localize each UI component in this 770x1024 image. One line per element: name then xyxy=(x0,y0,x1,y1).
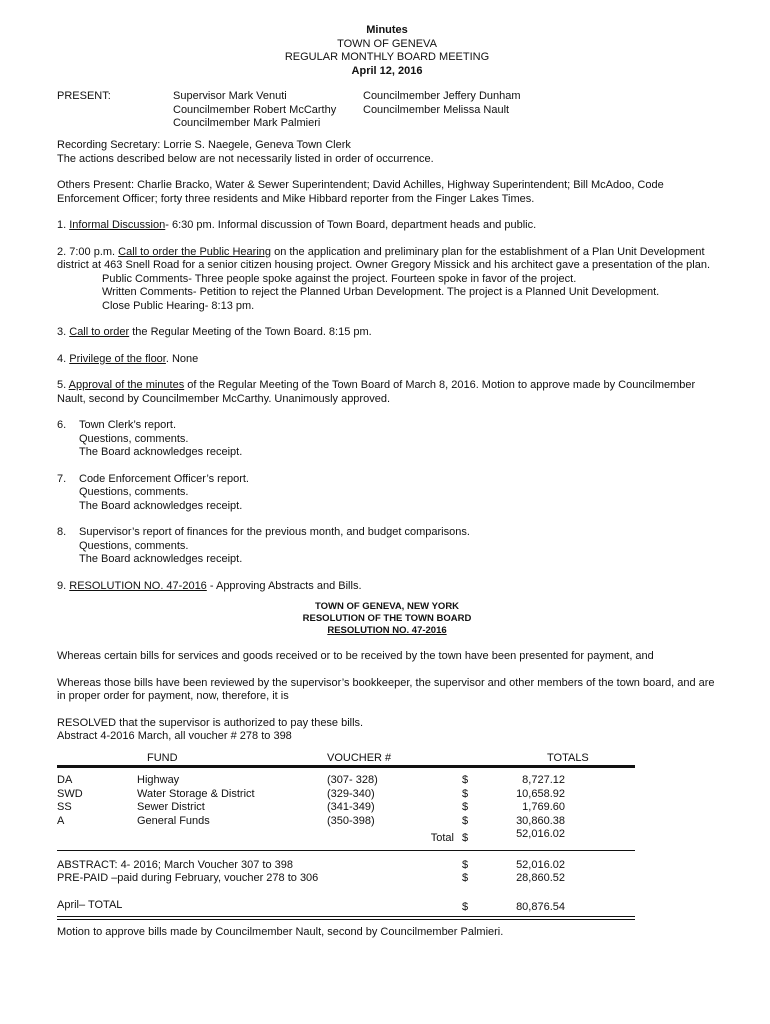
fund-code: SWD xyxy=(57,787,83,800)
item-number: 5. xyxy=(57,379,67,391)
item-text: - Approving Abstracts and Bills. xyxy=(206,579,362,592)
item-3 xyxy=(57,326,717,340)
total-row xyxy=(57,828,635,850)
abstract-row xyxy=(57,859,635,873)
meeting-name: REGULAR MONTHLY BOARD MEETING xyxy=(284,51,490,63)
april-total-amount: 80,876.54 xyxy=(516,900,565,913)
resolution-number: RESOLUTION NO. 47-2016 xyxy=(327,625,447,636)
report-questions: Questions, comments. xyxy=(79,432,189,445)
item-text: - 6:30 pm. Informal discussion of Town Board, department heads and public. xyxy=(165,219,537,231)
item-1 xyxy=(57,219,717,233)
attendee: Supervisor Mark Venuti xyxy=(173,90,287,102)
fund-name: Sewer District xyxy=(137,801,205,813)
table-row xyxy=(57,815,635,829)
abstract-label: ABSTRACT: 4- 2016; March Voucher 307 to 398 xyxy=(57,858,294,871)
order-note: The actions described below are not necessarily listed in order of occurrence. xyxy=(57,152,434,165)
recording-section xyxy=(57,139,717,166)
currency: $ xyxy=(462,858,469,871)
resolution-header xyxy=(57,601,717,637)
april-total-row xyxy=(57,899,635,919)
report-questions: Questions, comments. xyxy=(79,539,189,552)
item-text: . None xyxy=(165,352,199,365)
item-number: 1. xyxy=(57,219,67,231)
item-heading: Privilege of the floor xyxy=(69,352,166,365)
item-text: on the application and preliminary plan for the establishment of a Plan Unit Development district at 463 Snell Road for a senior citizen housing project. Owner Gregory Missick and his architect gave a presentation of the plan. xyxy=(57,245,711,271)
item-7 xyxy=(57,473,717,514)
item-number: 6. xyxy=(57,419,67,431)
voucher-range: (350-398) xyxy=(327,814,375,827)
column-header-totals: TOTALS xyxy=(547,751,589,764)
fund-code: DA xyxy=(57,774,73,786)
resolved-section xyxy=(57,717,717,744)
whereas-1: Whereas certain bills for services and goods received or to be received by the town have been presented for payment, and xyxy=(57,650,654,662)
column-header-fund: FUND xyxy=(147,751,178,764)
item-text: the Regular Meeting of the Town Board. 8:15 pm. xyxy=(132,326,372,338)
amount: 10,658.92 xyxy=(516,787,565,800)
present-column-1 xyxy=(173,90,336,131)
item-heading: Call to order xyxy=(69,326,130,338)
table-row xyxy=(57,788,635,802)
item-5 xyxy=(57,379,717,406)
written-comments: Written Comments- Petition to reject the Planned Urban Development. The project is a Planned Unit Development. xyxy=(102,286,660,298)
item-8 xyxy=(57,526,717,567)
present-label: PRESENT: xyxy=(57,90,111,102)
recording-secretary: Recording Secretary: Lorrie S. Naegele, Geneva Town Clerk xyxy=(57,139,351,151)
amount: 1,769.60 xyxy=(522,801,565,813)
item-prefix: 2. 7:00 p.m. xyxy=(57,245,116,258)
amount: 8,727.12 xyxy=(522,774,565,786)
attendee: Councilmember Robert McCarthy xyxy=(173,103,337,116)
minutes-document xyxy=(57,24,717,940)
attendee: Councilmember Melissa Nault xyxy=(363,103,510,116)
voucher-range: (341-349) xyxy=(327,801,375,813)
present-column-2 xyxy=(363,90,521,117)
prepaid-amount: 28,860.52 xyxy=(516,872,565,884)
table-header-row xyxy=(57,752,635,767)
doc-title: Minutes xyxy=(366,24,408,36)
item-number: 4. xyxy=(57,352,67,365)
report-title: Code Enforcement Officer’s report. xyxy=(79,472,249,485)
voucher-range: (307- 328) xyxy=(327,774,378,786)
amount: 30,860.38 xyxy=(516,814,565,827)
item-2 xyxy=(57,246,717,314)
report-title: Supervisor’s report of finances for the previous month, and budget comparisons. xyxy=(79,526,470,538)
total-amount: 52,016.02 xyxy=(516,828,565,840)
currency: $ xyxy=(462,774,469,786)
resolved-text: RESOLVED that the supervisor is authorized to pay these bills. xyxy=(57,716,364,729)
prepaid-row xyxy=(57,872,635,886)
close-hearing: Close Public Hearing- 8:13 pm. xyxy=(102,299,255,312)
others-present: Others Present: Charlie Bracko, Water & Sewer Superintendent; David Achilles, Highway Superintendent; Bill McAdoo, Code Enforcement Officer; forty three residents and Mike Hibbard reporter from the Finger Lakes Times. xyxy=(57,179,664,205)
resolution-board: RESOLUTION OF THE TOWN BOARD xyxy=(302,613,472,624)
currency: $ xyxy=(462,787,469,800)
april-total-label: April– TOTAL xyxy=(57,898,123,911)
fund-name: Highway xyxy=(137,774,180,786)
currency: $ xyxy=(462,801,469,813)
report-questions: Questions, comments. xyxy=(79,486,189,498)
item-heading: Informal Discussion xyxy=(69,219,166,231)
fund-name: General Funds xyxy=(137,814,210,827)
column-header-voucher: VOUCHER # xyxy=(327,751,392,764)
item-heading: Approval of the minutes xyxy=(68,379,185,391)
item-6 xyxy=(57,419,717,460)
item-heading: RESOLUTION NO. 47-2016 xyxy=(69,579,207,592)
meeting-date: April 12, 2016 xyxy=(351,64,423,77)
motion-text: Motion to approve bills made by Councilmember Nault, second by Councilmember Palmieri. xyxy=(57,926,504,938)
item-text: of the Regular Meeting of the Town Board of March 8, 2016. Motion to approve made by Councilmember Nault, second by Councilmember McCarthy. Unanimously approved. xyxy=(57,379,696,405)
fund-name: Water Storage & District xyxy=(137,787,255,800)
abstract-amount: 52,016.02 xyxy=(516,858,565,871)
resolution-town: TOWN OF GENEVA, NEW YORK xyxy=(314,601,460,612)
report-title: Town Clerk’s report. xyxy=(79,419,176,431)
prepaid-label: PRE-PAID –paid during February, voucher 278 to 306 xyxy=(57,872,319,884)
present-section xyxy=(57,90,717,132)
attendee: Councilmember Jeffery Dunham xyxy=(363,90,521,102)
currency: $ xyxy=(462,900,469,913)
attendee: Councilmember Mark Palmieri xyxy=(173,117,321,129)
report-receipt: The Board acknowledges receipt. xyxy=(79,499,243,512)
voucher-range: (329-340) xyxy=(327,787,375,800)
table-row xyxy=(57,774,635,788)
item-4 xyxy=(57,353,717,367)
item-number: 9. xyxy=(57,579,67,592)
item-9 xyxy=(57,580,717,594)
table-row xyxy=(57,801,635,815)
fund-code: SS xyxy=(57,801,72,813)
report-receipt: The Board acknowledges receipt. xyxy=(79,553,243,565)
public-comments: Public Comments- Three people spoke against the project. Fourteen spoke in favor of the project. xyxy=(102,272,577,285)
abstract-line: Abstract 4-2016 March, all voucher # 278 to 398 xyxy=(57,730,292,742)
document-header xyxy=(57,24,717,78)
whereas-2: Whereas those bills have been reviewed by the supervisor’s bookkeeper, the supervisor and other members of the town board, and are in proper order for payment, now, therefore, it is xyxy=(57,676,715,702)
fund-table xyxy=(57,752,635,921)
currency: $ xyxy=(462,872,469,884)
town-name: TOWN OF GENEVA xyxy=(337,37,437,50)
item-number: 3. xyxy=(57,326,67,338)
item-number: 7. xyxy=(57,472,67,485)
currency: $ xyxy=(462,814,469,827)
fund-code: A xyxy=(57,814,65,827)
total-label: Total xyxy=(430,832,454,844)
item-heading: Call to order the Public Hearing xyxy=(118,245,272,258)
item-number: 8. xyxy=(57,526,67,538)
report-receipt: The Board acknowledges receipt. xyxy=(79,446,243,458)
currency: $ xyxy=(462,832,469,844)
